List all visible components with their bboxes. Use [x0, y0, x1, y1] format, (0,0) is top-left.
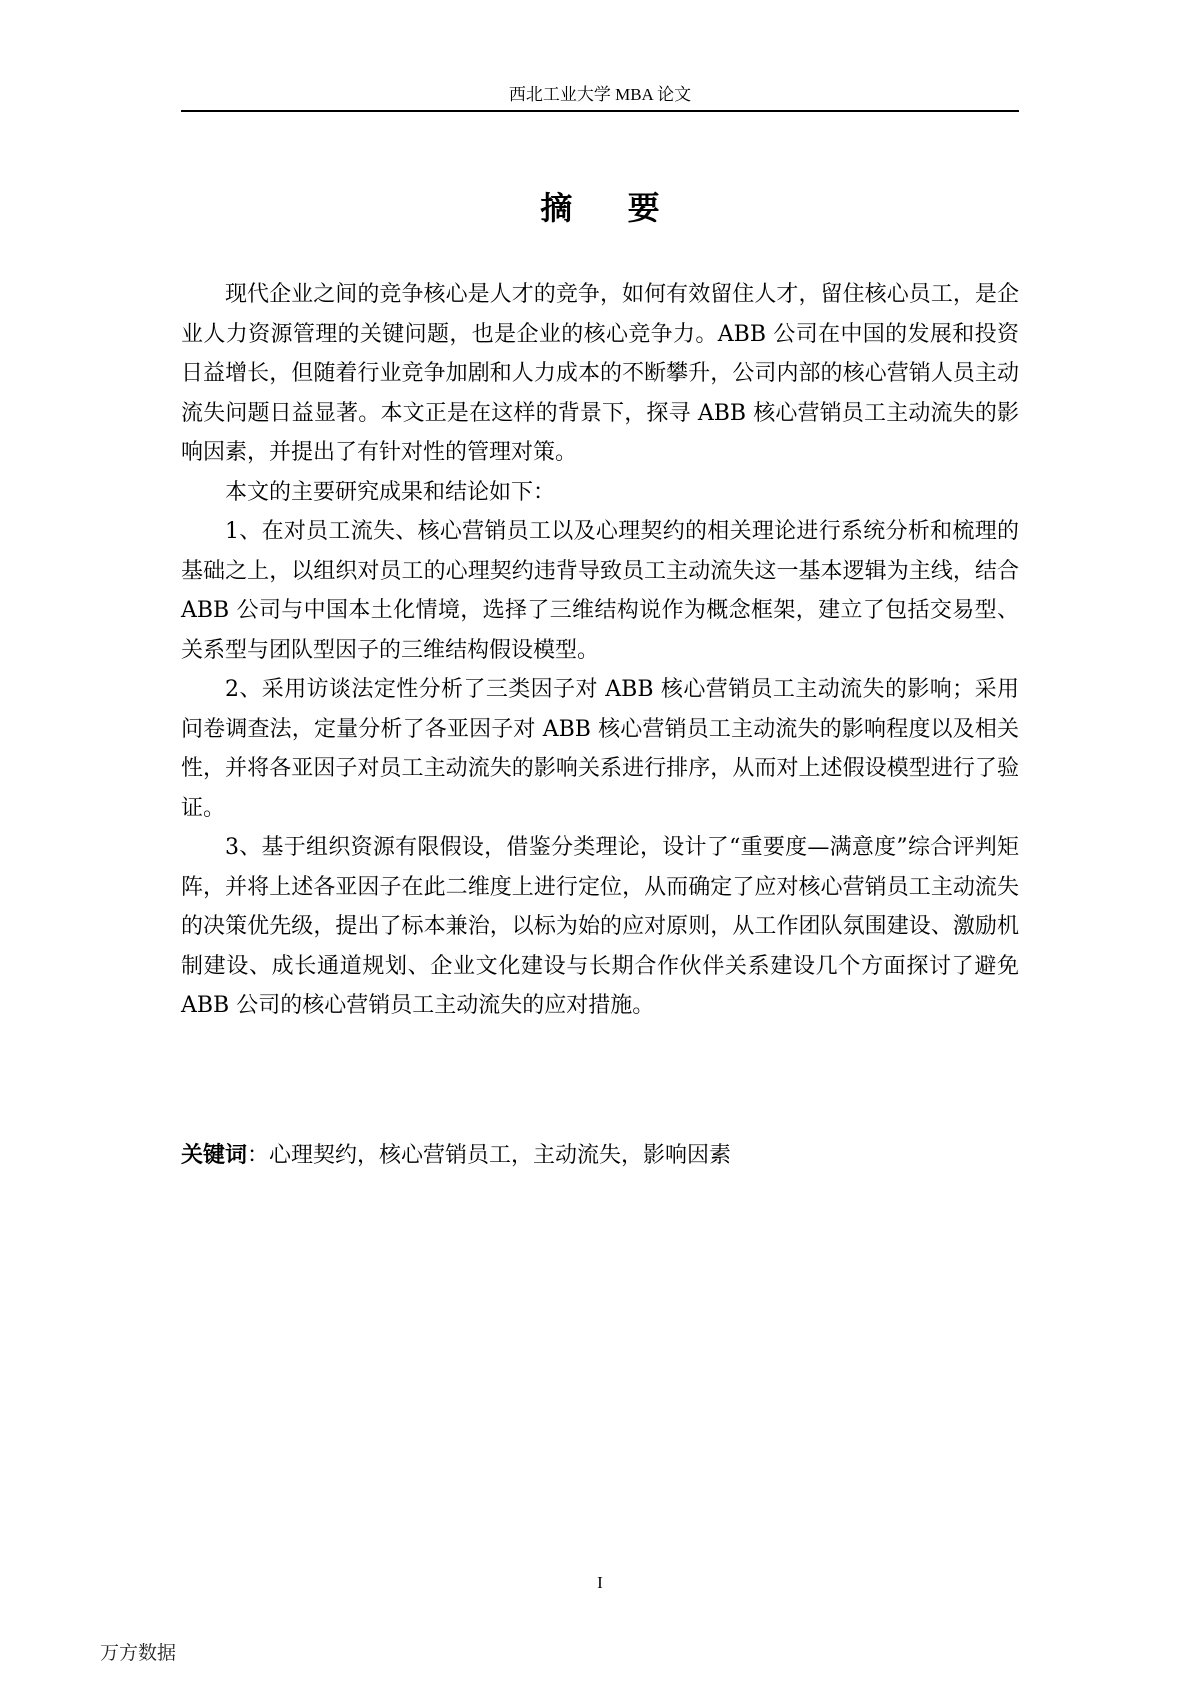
- keywords-text: 心理契约，核心营销员工，主动流失，影响因素: [269, 1143, 732, 1168]
- page-number: I: [597, 1573, 603, 1592]
- header-rule: [181, 110, 1019, 112]
- abstract-paragraph-intro: 现代企业之间的竞争核心是人才的竞争，如何有效留住人才，留住核心员工，是企业人力资源管理的关键问题，也是企业的核心竞争力。ABB 公司在中国的发展和投资日益增长，但随着行业竞争加剧和人力成本的不断攀升，公司内部的核心营销人员主动流失问题日益显著。本文正是在这样的背景下，探寻 ABB 核心营销员工主动流失的影响因素，并提出了有针对性的管理对策。: [181, 282, 1019, 465]
- abstract-paragraph-finding-1: 1、在对员工流失、核心营销员工以及心理契约的相关理论进行系统分析和梳理的基础之上，以组织对员工的心理契约违背导致员工主动流失这一基本逻辑为主线，结合 ABB 公司与中国本土化情境，选择了三维结构说作为概念框架，建立了包括交易型、关系型与团队型因子的三维结构假设模型。: [181, 519, 1019, 663]
- keywords-label: 关键词: [181, 1143, 248, 1168]
- keywords-separator: ：: [247, 1143, 270, 1168]
- abstract-title: 摘 要: [540, 189, 682, 227]
- keywords-line: [181, 1140, 1019, 1172]
- abstract-paragraph-finding-2: 2、采用访谈法定性分析了三类因子对 ABB 核心营销员工主动流失的影响；采用问卷调查法，定量分析了各亚因子对 ABB 核心营销员工主动流失的影响程度以及相关性，并将各亚因子对员工主动流失的影响关系进行排序，从而对上述假设模型进行了验证。: [181, 677, 1019, 821]
- watermark-text: 万方数据: [100, 1642, 177, 1664]
- abstract-paragraph-summary-lead: 本文的主要研究成果和结论如下：: [225, 479, 556, 505]
- abstract-paragraph-finding-3: 3、基于组织资源有限假设，借鉴分类理论，设计了“重要度—满意度”综合评判矩阵，并将上述各亚因子在此二维度上进行定位，从而确定了应对核心营销员工主动流失的决策优先级，提出了标本兼治，以标为始的应对原则，从工作团队氛围建设、激励机制建设、成长通道规划、企业文化建设与长期合作伙伴关系建设几个方面探讨了避免 ABB 公司的核心营销员工主动流失的应对措施。: [181, 835, 1019, 1018]
- abstract-body: [181, 275, 1019, 1026]
- running-header: 西北工业大学 MBA 论文: [508, 85, 692, 104]
